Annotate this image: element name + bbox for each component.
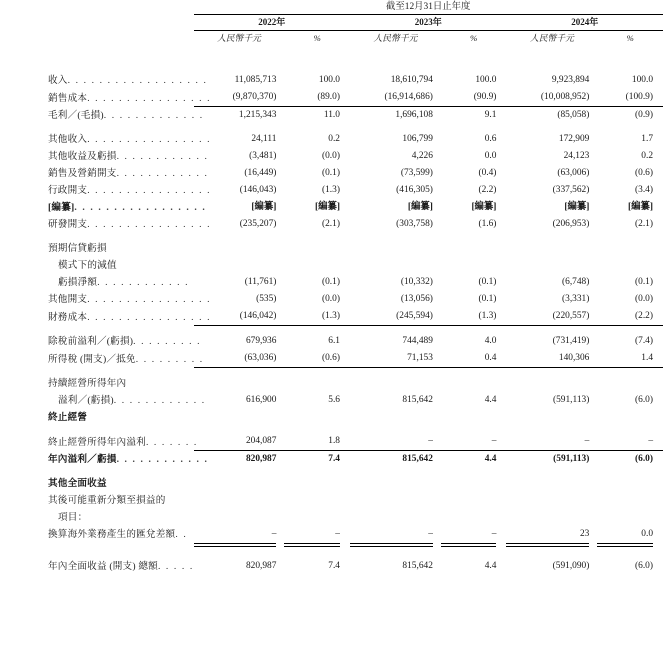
row-label-leader-dots: . . . . . . . . . . . . [116, 151, 209, 162]
table-row [0, 165, 663, 182]
table-row [0, 216, 663, 233]
double-rule-line-top [194, 543, 277, 544]
row-label-text: 溢利／(虧損) [58, 395, 114, 406]
cell-2023-amount: 815,642 [402, 454, 433, 464]
table-row [0, 409, 663, 426]
cell-2022-amount [194, 509, 285, 526]
cell-2022-percent [284, 257, 350, 274]
row-label [0, 291, 212, 308]
row-label-text: 年內溢利／虧損 [48, 454, 117, 465]
unit-header-2022-amount: 人民幣千元 [216, 33, 261, 43]
cell-2022-amount: – [271, 529, 277, 539]
cell-2022-percent: (89.0) [284, 89, 350, 107]
cell-2023-percent: 4.4 [484, 395, 497, 405]
cell-2022-amount [194, 475, 285, 492]
row-label-leader-dots: . . . . . . . . . . . . [116, 454, 209, 465]
row-label-leader-dots: . . [175, 529, 188, 540]
cell-2024-amount: 140,306 [506, 350, 597, 368]
row-label-text: 其他收入 [48, 134, 88, 145]
period-title: 截至12月31日止年度 [194, 0, 663, 15]
column-header-year-2022: 2022年 [194, 15, 350, 31]
year-header-row [0, 15, 663, 31]
cell-2023-amount: 106,799 [402, 134, 433, 144]
unit-header-2023-amount: 人民幣千元 [373, 33, 418, 43]
cell-2024-percent: (6.0) [635, 561, 653, 571]
cell-2022-amount [194, 492, 285, 509]
cell-2022-amount: 1,215,343 [238, 110, 277, 120]
cell-2022-percent: 5.6 [328, 395, 340, 405]
table-row [0, 274, 663, 291]
cell-2024-percent: (2.2) [597, 308, 663, 326]
cell-2024-amount [506, 492, 597, 509]
cell-2023-percent: 0.0 [484, 151, 497, 161]
row-label-leader-dots: . . . . . . . . . . . . . [103, 110, 204, 121]
cell-2024-percent: (7.4) [635, 336, 653, 346]
table-row [0, 291, 663, 308]
cell-2023-percent [441, 240, 507, 257]
cell-2024-amount: 23 [579, 529, 590, 539]
cell-2022-amount: (235,207) [239, 219, 277, 229]
cell-2023-percent: (90.9) [441, 89, 507, 107]
cell-2024-percent [597, 240, 663, 257]
cell-2023-percent: (0.1) [478, 294, 497, 304]
row-group-spacer-cell [0, 368, 663, 376]
cell-2022-percent [284, 240, 350, 257]
cell-2022-percent: 0.2 [328, 134, 340, 144]
row-label-text: 模式下的減值 [58, 260, 117, 271]
cell-2022-percent: – [335, 529, 340, 539]
column-header-year-2024: 2024年 [506, 15, 663, 31]
row-label-text: 終止經營 [48, 412, 88, 423]
row-label-leader-dots: . . . . . . . . . . . . . . . . [87, 219, 212, 230]
row-label [0, 165, 209, 182]
cell-2024-amount [506, 375, 597, 392]
cell-2023-amount: 18,610,794 [390, 75, 433, 85]
cell-2023-amount: (13,056) [400, 294, 433, 304]
cell-2023-percent: 4.0 [484, 336, 497, 346]
table-row [0, 451, 663, 469]
cell-2022-percent: (0.1) [322, 168, 340, 178]
cell-2022-percent: 7.4 [328, 454, 340, 464]
cell-2022-percent: (0.0) [322, 294, 340, 304]
cell-2023-percent [441, 409, 507, 426]
row-label [0, 475, 194, 492]
cell-2024-percent: (6.0) [635, 395, 653, 405]
table-body [0, 72, 663, 575]
cell-2022-amount: (11,761) [244, 277, 277, 287]
table-row [0, 558, 663, 575]
table-row [0, 492, 663, 509]
cell-2022-amount [194, 375, 285, 392]
cell-2022-amount: 24,111 [251, 134, 277, 144]
cell-2023-amount: (73,599) [400, 168, 433, 178]
table-row [0, 475, 663, 492]
cell-2022-percent [284, 475, 350, 492]
cell-2024-amount [506, 475, 597, 492]
row-label [0, 308, 212, 326]
cell-2024-amount: – [506, 433, 597, 451]
cell-2022-percent: (2.1) [322, 219, 340, 229]
row-label-text: 銷售及營銷開支 [48, 168, 117, 179]
cell-2022-amount [194, 257, 285, 274]
cell-2023-amount [350, 409, 441, 426]
row-label [0, 350, 204, 368]
cell-2024-amount: (85,058) [557, 110, 590, 120]
cell-2024-amount: (591,090) [552, 561, 590, 571]
cell-2023-amount: – [428, 529, 433, 539]
cell-2024-percent: (0.6) [635, 168, 653, 178]
row-label [0, 509, 194, 526]
cell-2024-percent: (0.0) [635, 294, 653, 304]
cell-2024-amount: (63,006) [557, 168, 590, 178]
table-row [0, 240, 663, 257]
row-label-leader-dots: . . . . . . . . . . . . . . . . [87, 294, 212, 305]
cell-2024-amount: [編纂] [564, 202, 590, 212]
double-rule-line-top [284, 543, 340, 544]
row-label-leader-dots: . . . . . . . . . . . . [116, 168, 209, 179]
cell-2024-percent: 100.0 [631, 75, 653, 85]
table-row [0, 375, 663, 392]
unit-header-row [0, 31, 663, 47]
table-row [0, 392, 663, 409]
row-group-spacer [0, 426, 663, 433]
cell-2024-amount: (10,008,952) [506, 89, 597, 107]
unit-header-2024-amount: 人民幣千元 [529, 33, 574, 43]
cell-2023-percent: (0.4) [478, 168, 497, 178]
year-row-spacer [0, 15, 194, 31]
row-group-spacer-cell [0, 326, 663, 334]
row-label [0, 148, 209, 165]
row-label-leader-dots: . . . . . . . . . . . . . . . . [87, 134, 212, 145]
row-label-text: 終止經營所得年內溢利 [48, 436, 146, 448]
row-label-leader-dots: . . . . . [157, 561, 194, 572]
cell-2024-percent [597, 375, 663, 392]
cell-2023-percent [441, 375, 507, 392]
cell-2022-percent [284, 375, 350, 392]
cell-2023-amount: (10,332) [400, 277, 433, 287]
cell-2023-amount: 1,696,108 [395, 110, 433, 120]
row-label [0, 216, 212, 233]
table-row [0, 257, 663, 274]
cell-2022-percent: (0.6) [284, 350, 350, 368]
row-label [0, 451, 209, 469]
cell-2024-percent [597, 475, 663, 492]
table-row [0, 199, 663, 216]
cell-2022-percent: 100.0 [318, 75, 340, 85]
row-label-leader-dots: . . . . . . . [145, 436, 198, 448]
row-label-leader-dots: . . . . . . . . . . . . . . . . [87, 185, 212, 196]
cell-2023-amount: (245,594) [350, 308, 441, 326]
row-label-text: 收入 [48, 75, 68, 86]
cell-2023-amount: 815,642 [402, 395, 433, 405]
cell-2022-percent: [編纂] [314, 202, 340, 212]
cell-2022-percent: (1.3) [284, 308, 350, 326]
cell-2022-percent: 6.1 [328, 336, 340, 346]
unit-row-spacer [0, 31, 194, 47]
cell-2024-amount: (220,557) [506, 308, 597, 326]
cell-2024-amount [506, 257, 597, 274]
row-label [0, 72, 208, 89]
table-row [0, 526, 663, 543]
row-group-spacer-cell [0, 233, 663, 240]
cell-2022-amount: 820,987 [245, 454, 277, 464]
cell-2022-amount [194, 409, 285, 426]
row-label [0, 199, 207, 216]
cell-2023-percent [441, 257, 507, 274]
row-label-text: 所得稅 (開支)／抵免 [48, 353, 136, 365]
cell-2023-amount: [編纂] [407, 202, 433, 212]
cell-2023-amount: 4,226 [411, 151, 433, 161]
table-row [0, 350, 663, 368]
row-label [0, 526, 194, 543]
cell-2023-percent: (1.3) [441, 308, 507, 326]
cell-2024-percent: [編纂] [628, 202, 653, 212]
cell-2022-amount: 679,936 [245, 336, 277, 346]
header-bottom-spacer-2-cell [0, 59, 663, 72]
cell-2022-amount: (16,449) [244, 168, 277, 178]
row-label-text: 其他開支 [48, 294, 88, 305]
cell-2024-percent: 0.0 [641, 529, 653, 539]
double-rule-line-top [350, 543, 433, 544]
table-row [0, 433, 663, 451]
row-label [0, 333, 202, 350]
cell-2022-amount: (535) [256, 294, 277, 304]
cell-2023-percent [441, 492, 507, 509]
row-label-leader-dots: . . . . . . . . . . . . [113, 395, 206, 406]
row-group-spacer-cell [0, 124, 663, 131]
cell-2022-percent: (0.1) [322, 277, 340, 287]
cell-2024-amount: 24,123 [563, 151, 590, 161]
row-label-text: [編纂] [48, 202, 75, 213]
header-bottom-spacer-cell [0, 46, 663, 59]
cell-2024-percent: (100.9) [597, 89, 663, 107]
cell-2023-percent: 0.4 [441, 350, 507, 368]
row-label-text: 行政開支 [48, 185, 88, 196]
cell-2024-amount: (206,953) [552, 219, 590, 229]
cell-2022-amount: 11,085,713 [234, 75, 277, 85]
cell-2023-amount: (303,758) [396, 219, 433, 229]
cell-2024-amount [506, 240, 597, 257]
cell-2023-percent: [編纂] [471, 202, 497, 212]
cell-2022-percent: (1.3) [322, 185, 340, 195]
cell-2022-amount [194, 240, 285, 257]
cell-2023-amount: (16,914,686) [350, 89, 441, 107]
cell-2024-percent [597, 492, 663, 509]
cell-2022-amount: 820,987 [245, 561, 277, 571]
cell-2023-amount: – [350, 433, 441, 451]
cell-2024-percent: (3.4) [635, 185, 653, 195]
cell-2023-percent [441, 475, 507, 492]
cell-2022-amount: (146,043) [239, 185, 277, 195]
cell-2024-amount: (337,562) [552, 185, 590, 195]
cell-2024-amount: 9,923,894 [551, 75, 590, 85]
row-label-leader-dots: . . . . . . . . . . . . [97, 277, 190, 288]
cell-2022-percent: 11.0 [323, 110, 340, 120]
table-row [0, 89, 663, 107]
cell-2024-amount: (591,113) [552, 395, 590, 405]
cell-2022-percent [284, 492, 350, 509]
cell-2024-percent [597, 509, 663, 526]
cell-2023-percent: 4.4 [484, 454, 497, 464]
table-row [0, 509, 663, 526]
cell-2024-percent: (6.0) [635, 454, 653, 464]
row-label [0, 492, 194, 509]
row-label-leader-dots: . . . . . . . . . . . . . . . . [87, 92, 212, 104]
row-label [0, 257, 194, 274]
cell-2024-percent: 0.2 [641, 151, 653, 161]
row-group-spacer [0, 468, 663, 475]
row-label-leader-dots: . . . . . . . . . . . . . . . . . [74, 202, 207, 213]
cell-2023-percent: (1.6) [478, 219, 497, 229]
cell-2024-amount: (6,748) [562, 277, 590, 287]
cell-2024-percent: (0.1) [635, 277, 653, 287]
row-label [0, 107, 204, 125]
table-row [0, 148, 663, 165]
cell-2023-amount [350, 509, 441, 526]
cell-2023-percent: (0.1) [478, 277, 497, 287]
cell-2024-percent: (0.9) [635, 110, 653, 120]
cell-2024-amount [506, 509, 597, 526]
cell-2022-amount: (9,870,370) [194, 89, 285, 107]
double-rule-line-top [506, 543, 589, 544]
row-label [0, 89, 212, 107]
row-label-leader-dots: . . . . . . . . . [135, 353, 204, 365]
row-group-spacer-cell [0, 468, 663, 475]
cell-2023-amount [350, 492, 441, 509]
row-label-leader-dots: . . . . . . . . . . . . . . . . [87, 311, 212, 323]
cell-2023-amount [350, 257, 441, 274]
row-label [0, 558, 194, 575]
cell-2023-percent: 4.4 [484, 561, 497, 571]
cell-2024-percent [597, 409, 663, 426]
table-row [0, 308, 663, 326]
row-label [0, 375, 194, 392]
cell-2024-percent: – [597, 433, 663, 451]
row-label [0, 433, 198, 451]
double-rule-line-top [441, 543, 497, 544]
row-label-text: 其他收益及虧損 [48, 151, 117, 162]
row-group-spacer [0, 124, 663, 131]
row-group-spacer [0, 551, 663, 558]
cell-2023-percent: 0.6 [484, 134, 497, 144]
row-label-text: 持續經營所得年內 [48, 378, 127, 389]
cell-2023-amount: 744,489 [402, 336, 433, 346]
row-label [0, 392, 206, 409]
row-group-spacer [0, 233, 663, 240]
row-label-text: 虧損淨額 [58, 277, 98, 288]
cell-2022-percent: 1.8 [284, 433, 350, 451]
row-group-spacer [0, 326, 663, 334]
cell-2022-percent [284, 409, 350, 426]
row-label-text: 其後可能重新分類至損益的 [48, 495, 166, 506]
cell-2023-amount [350, 475, 441, 492]
row-label-text: 銷售成本 [48, 92, 88, 104]
cell-2022-amount: (3,481) [249, 151, 277, 161]
row-label-text: 研發開支 [48, 219, 88, 230]
unit-header-2023-percent: % [470, 33, 478, 43]
cell-2024-amount: 172,909 [558, 134, 590, 144]
row-label-text: 年內全面收益 (開支) 總額 [48, 561, 158, 572]
row-label [0, 274, 194, 291]
row-label [0, 240, 194, 257]
row-group-spacer-cell [0, 426, 663, 433]
cell-2024-percent: 1.7 [641, 134, 653, 144]
cell-2024-amount [506, 409, 597, 426]
cell-2024-percent: (2.1) [635, 219, 653, 229]
cell-2022-amount: (63,036) [194, 350, 285, 368]
cell-2023-percent: 100.0 [475, 75, 497, 85]
header-bottom-spacer [0, 46, 663, 59]
period-title-row [0, 0, 663, 15]
unit-header-2022-percent: % [313, 33, 321, 43]
header-bottom-spacer-2 [0, 59, 663, 72]
row-group-spacer-cell [0, 551, 663, 558]
cell-2022-amount: 204,087 [194, 433, 285, 451]
cell-2023-percent: – [491, 529, 497, 539]
cell-2024-percent: 1.4 [597, 350, 663, 368]
cell-2023-amount [350, 375, 441, 392]
header-spacer-cell [0, 0, 194, 15]
cell-2022-percent: (0.0) [322, 151, 340, 161]
row-label-leader-dots: . . . . . . . . . [133, 336, 202, 347]
table-header [0, 0, 663, 72]
double-rule-line-top [597, 543, 653, 544]
row-label-text: 除稅前溢利／(虧損) [48, 336, 134, 347]
table-row [0, 333, 663, 350]
cell-2023-percent: (2.2) [478, 185, 497, 195]
row-label-text: 其他全面收益 [48, 478, 107, 489]
cell-2023-amount: 71,153 [350, 350, 441, 368]
cell-2023-percent [441, 509, 507, 526]
cell-2023-percent: – [441, 433, 507, 451]
cell-2022-amount: [編纂] [251, 202, 277, 212]
cell-2024-amount: (731,419) [552, 336, 590, 346]
cell-2022-amount: 616,900 [245, 395, 277, 405]
row-label-text: 預期信貸虧損 [48, 243, 107, 254]
row-label-leader-dots: . . . . . . . . . . . . . . . . . . [67, 75, 208, 86]
row-label-text: 換算海外業務產生的匯兌差額 [48, 529, 176, 540]
cell-2023-amount: (416,305) [396, 185, 433, 195]
column-header-year-2023: 2023年 [350, 15, 506, 31]
table-row [0, 131, 663, 148]
row-label [0, 409, 194, 426]
table-row [0, 72, 663, 89]
cell-2022-percent [284, 509, 350, 526]
cell-2024-percent [597, 257, 663, 274]
table-row [0, 107, 663, 125]
row-label-text: 毛利／(毛損) [48, 110, 104, 121]
table-row [0, 182, 663, 199]
row-label-text: 財務成本 [48, 311, 88, 323]
cell-2022-percent: 7.4 [328, 561, 340, 571]
cell-2023-amount: 815,642 [402, 561, 433, 571]
cell-2023-amount [350, 240, 441, 257]
cell-2023-percent: 9.1 [484, 110, 497, 120]
cell-2022-amount: (146,042) [194, 308, 285, 326]
cell-2024-amount: (3,331) [562, 294, 590, 304]
row-label [0, 131, 212, 148]
unit-header-2024-percent: % [626, 33, 634, 43]
cell-2024-amount: (591,113) [553, 454, 590, 464]
row-group-spacer [0, 368, 663, 376]
row-label-text: 項目： [58, 512, 88, 523]
row-label [0, 182, 212, 199]
